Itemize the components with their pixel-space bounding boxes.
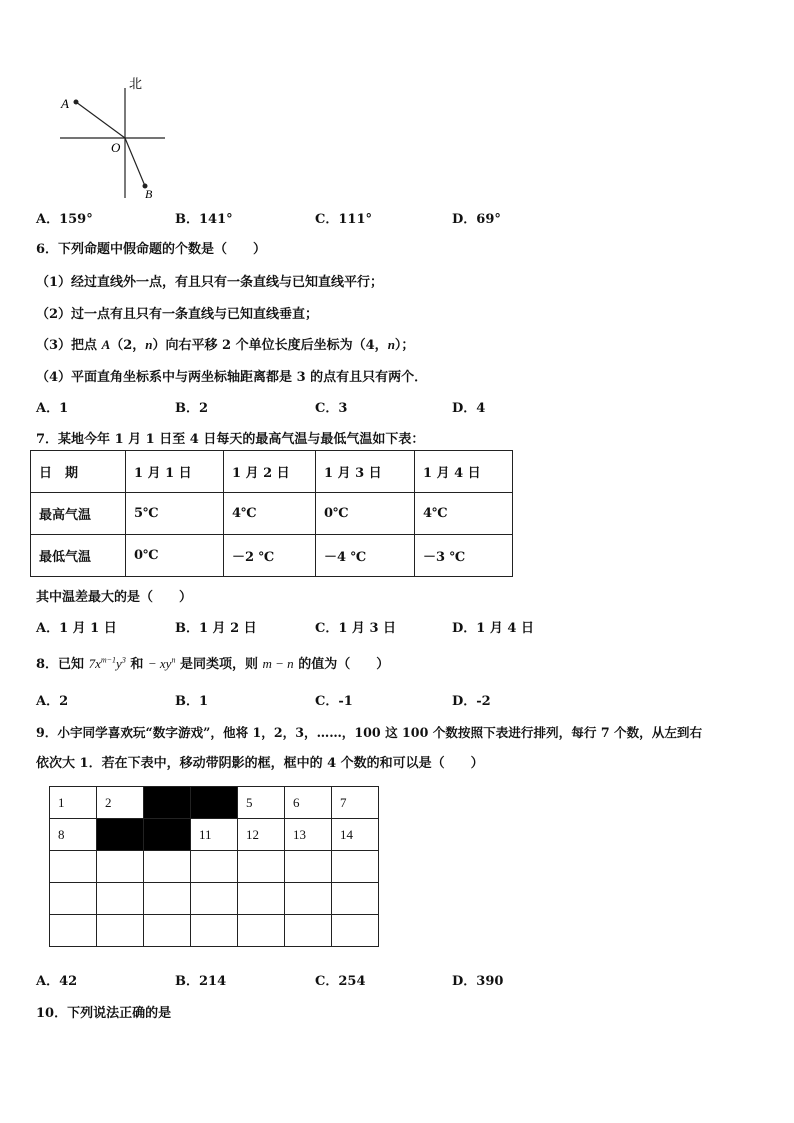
table-cell: 0℃ [126,535,224,577]
q6-statement-3 [36,334,414,353]
number-grid [49,786,379,947]
ray-oa [76,102,125,138]
q8-option-d[interactable]: D．-2 [452,694,491,709]
table-cell: 4℃ [224,493,316,535]
q6-s3-post: ）向右平移 2 个单位长度后坐标为（4， [152,338,388,353]
grid-cell [238,851,285,883]
table-row [31,451,513,493]
q8-option-b[interactable]: B．1 [175,694,209,709]
q9-stem-line-2: 依次大 1．若在下表中，移动带阴影的框，框中的 4 个数的和可以是（ ） [36,756,484,771]
grid-cell [144,883,191,915]
grid-cell: 8 [50,819,97,851]
grid-cell [50,883,97,915]
shaded-cell[interactable] [144,819,191,851]
q7-option-d[interactable]: D．1 月 4 日 [452,621,534,636]
table-header-cell: 1 月 2 日 [224,451,316,493]
q6-option-a[interactable]: A．1 [36,401,69,416]
grid-cell: 6 [285,787,332,819]
q7-stem: 7．某地今年 1 月 1 日至 4 日每天的最高气温与最低气温如下表： [36,432,425,447]
grid-cell: 2 [97,787,144,819]
grid-cell: 11 [191,819,238,851]
point-o-label: O [111,140,121,155]
q9-option-a[interactable]: A．42 [36,974,78,989]
table-header-cell: 1 月 1 日 [126,451,224,493]
q6-s3-pre: （3）把点 [36,338,102,353]
q6-option-d[interactable]: D．4 [452,401,486,416]
north-label: 北 [129,77,143,92]
grid-cell [191,915,238,947]
temperature-table [30,450,513,577]
table-cell: 5℃ [126,493,224,535]
table-cell: －2 ℃ [224,535,316,577]
q8-term2: − xy [147,656,172,671]
grid-cell [332,851,379,883]
grid-cell [285,851,332,883]
q5-option-a[interactable]: A．159° [36,212,93,227]
grid-cell [191,883,238,915]
q7-option-c[interactable]: C．1 月 3 日 [315,621,397,636]
q8-term1-y: y [116,656,122,671]
q8-option-c[interactable]: C．-1 [315,694,353,709]
q7-question: 其中温差最大的是（ ） [36,590,193,605]
table-row [50,819,379,851]
table-cell: －4 ℃ [316,535,415,577]
grid-cell [332,883,379,915]
grid-cell [332,915,379,947]
q5-option-d[interactable]: D．69° [452,212,501,227]
q6-statement-1: （1）经过直线外一点，有且只有一条直线与已知直线平行； [36,275,384,290]
table-cell: 4℃ [415,493,513,535]
q8-term1-sup: m−1 [100,655,117,665]
point-b-label: B [145,187,153,201]
q8-term1: 7x [88,656,101,671]
grid-cell [97,883,144,915]
grid-cell: 12 [238,819,285,851]
q5-option-c[interactable]: C．111° [315,212,372,227]
shaded-cell[interactable] [191,787,238,819]
q8-option-a[interactable]: A．2 [36,694,69,709]
q8-end: 的值为（ ） [293,657,390,672]
q7-option-b[interactable]: B．1 月 2 日 [175,621,257,636]
table-cell: 0℃ [316,493,415,535]
grid-cell [144,915,191,947]
table-row [50,851,379,883]
shaded-cell[interactable] [97,819,144,851]
table-header-cell: 1 月 3 日 [316,451,415,493]
grid-cell [238,883,285,915]
grid-cell [50,851,97,883]
angle-figure [52,70,182,205]
q6-statement-4: （4）平面直角坐标系中与两坐标轴距离都是 3 的点有且只有两个． [36,370,428,385]
q8-stem [36,653,389,672]
grid-cell: 13 [285,819,332,851]
q9-stem-line-1: 9．小宇同学喜欢玩“数字游戏”，他将 1，2，3，……，100 这 100 个数按照下表进行排列，每行 7 个数，从左到右 [36,725,703,740]
table-header-cell: 1 月 4 日 [415,451,513,493]
grid-cell [238,915,285,947]
grid-cell [144,851,191,883]
grid-cell [50,915,97,947]
table-header-cell: 日 期 [31,451,126,493]
grid-cell [285,915,332,947]
q8-term2-sup: n [171,655,176,665]
q10-stem: 10．下列说法正确的是 [36,1006,172,1021]
q6-s3-n2: n [387,337,395,352]
grid-cell: 5 [238,787,285,819]
grid-cell [97,851,144,883]
grid-cell [191,851,238,883]
table-row [50,883,379,915]
grid-cell [285,883,332,915]
q6-option-b[interactable]: B．2 [175,401,209,416]
table-cell: －3 ℃ [415,535,513,577]
table-row [50,915,379,947]
q8-post: 是同类项，则 [175,657,263,672]
q6-stem: 6．下列命题中假命题的个数是（ ） [36,242,267,257]
point-a-label: A [61,96,69,111]
table-row [31,493,513,535]
q6-s3-mid: （2， [110,338,146,353]
q6-s3-point-a: A [101,337,111,352]
q5-option-b[interactable]: B．141° [175,212,233,227]
q9-option-b[interactable]: B．214 [175,974,227,989]
table-cell: 最高气温 [31,493,126,535]
q8-pre: 8．已知 [36,657,89,672]
q7-option-a[interactable]: A．1 月 1 日 [36,621,117,636]
q6-s3-n: n [145,337,153,352]
grid-cell [97,915,144,947]
q8-term1-y-sup: 3 [121,655,126,665]
table-cell: 最低气温 [31,535,126,577]
q6-statement-2: （2）过一点有且只有一条直线与已知直线垂直； [36,307,319,322]
grid-cell: 14 [332,819,379,851]
q8-mid: 和 [125,657,148,672]
ray-ob [125,138,145,186]
q9-option-c[interactable]: C．254 [315,974,366,989]
point-a-dot [74,100,79,105]
q8-expr: m − n [262,656,294,671]
grid-cell: 1 [50,787,97,819]
table-row [50,787,379,819]
q6-option-c[interactable]: C．3 [315,401,348,416]
q9-option-d[interactable]: D．390 [452,974,504,989]
q6-s3-end: ）； [394,338,415,353]
table-row [31,535,513,577]
grid-cell: 7 [332,787,379,819]
shaded-cell[interactable] [144,787,191,819]
